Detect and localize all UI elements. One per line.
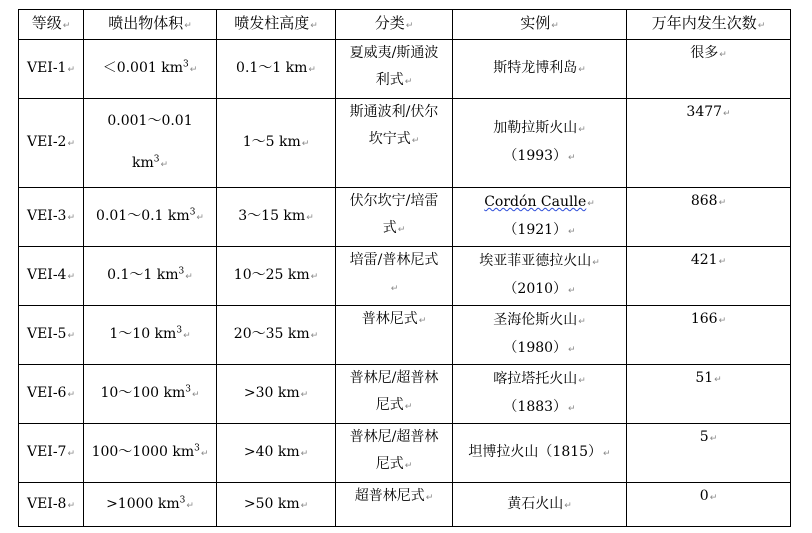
table-row — [19, 483, 791, 527]
cell-category: 培雷/普林尼式↵ — [336, 247, 453, 306]
header-row — [19, 10, 791, 40]
cell-height: 1～5 km↵ — [217, 99, 336, 188]
cell-count: 868↵ — [627, 188, 791, 247]
cell-volume: ＜0.001 $km^3↵$ — [84, 40, 217, 99]
cell-category: 夏威夷/斯通波利式↵ — [336, 40, 453, 99]
cell-height: 0.1～1 km↵ — [217, 40, 336, 99]
table-row — [19, 188, 791, 247]
cell-height: 10～25 km↵ — [217, 247, 336, 306]
cell-level: VEI-8↵ — [19, 483, 84, 527]
cell-count: 5↵ — [627, 424, 791, 483]
table-row — [19, 99, 791, 188]
table-row — [19, 424, 791, 483]
cell-level: VEI-1↵ — [19, 40, 84, 99]
vei-table — [18, 9, 791, 527]
cell-level: VEI-3↵ — [19, 188, 84, 247]
cell-count: 很多↵ — [627, 40, 791, 99]
header-example: 实例↵ — [453, 10, 627, 40]
cell-category: 超普林尼式↵ — [336, 483, 453, 527]
cell-count: 0↵ — [627, 483, 791, 527]
cell-category: 普林尼/超普林尼式↵ — [336, 365, 453, 424]
cell-volume: 0.01～0.1 $km^3↵$ — [84, 188, 217, 247]
table-row — [19, 247, 791, 306]
header-level: 等级↵ — [19, 10, 84, 40]
table-row — [19, 40, 791, 99]
cell-volume: 100～1000 $km^3↵$ — [84, 424, 217, 483]
header-height: 喷发柱高度↵ — [217, 10, 336, 40]
cell-category: 普林尼/超普林尼式↵ — [336, 424, 453, 483]
cell-volume: 1～10 $km^3↵$ — [84, 306, 217, 365]
cell-example: 坦博拉火山（1815）↵ — [453, 424, 627, 483]
cell-level: VEI-4↵ — [19, 247, 84, 306]
cell-category: 伏尔坎宁/培雷式↵ — [336, 188, 453, 247]
header-category: 分类↵ — [336, 10, 453, 40]
cell-example: 圣海伦斯火山↵ （1980）↵ — [453, 306, 627, 365]
cell-height: 3～15 km↵ — [217, 188, 336, 247]
cell-example: 加勒拉斯火山↵ （1993）↵ — [453, 99, 627, 188]
cell-height: >30 km↵ — [217, 365, 336, 424]
cell-count: 421↵ — [627, 247, 791, 306]
cell-count: 166↵ — [627, 306, 791, 365]
cell-category: 普林尼式↵ — [336, 306, 453, 365]
cell-example: 埃亚菲亚德拉火山↵ （2010）↵ — [453, 247, 627, 306]
cell-height: >40 km↵ — [217, 424, 336, 483]
header-count: 万年内发生次数↵ — [627, 10, 791, 40]
cell-example: 斯特龙博利岛↵ — [453, 40, 627, 99]
table-row — [19, 365, 791, 424]
table-row — [19, 306, 791, 365]
cell-level: VEI-7↵ — [19, 424, 84, 483]
cell-example: 喀拉塔托火山↵ （1883）↵ — [453, 365, 627, 424]
cell-volume: 0.1～1 $km^3↵$ — [84, 247, 217, 306]
cell-volume: >1000 $km^3↵$ — [84, 483, 217, 527]
cell-category: 斯通波利/伏尔坎宁式↵ — [336, 99, 453, 188]
cell-level: VEI-5↵ — [19, 306, 84, 365]
cell-example: Cordón Caulle↵ （1921）↵ — [453, 188, 627, 247]
cell-level: VEI-2↵ — [19, 99, 84, 188]
header-volume: 喷出物体积↵ — [84, 10, 217, 40]
cell-volume: 10～100 $km^3↵$ — [84, 365, 217, 424]
cell-count: 3477↵ — [627, 99, 791, 188]
cell-count: 51↵ — [627, 365, 791, 424]
cell-volume: 0.001～0.01 $km^3↵$ — [84, 99, 217, 188]
cell-example: 黄石火山↵ — [453, 483, 627, 527]
cell-level: VEI-6↵ — [19, 365, 84, 424]
cell-height: >50 km↵ — [217, 483, 336, 527]
cell-height: 20～35 km↵ — [217, 306, 336, 365]
